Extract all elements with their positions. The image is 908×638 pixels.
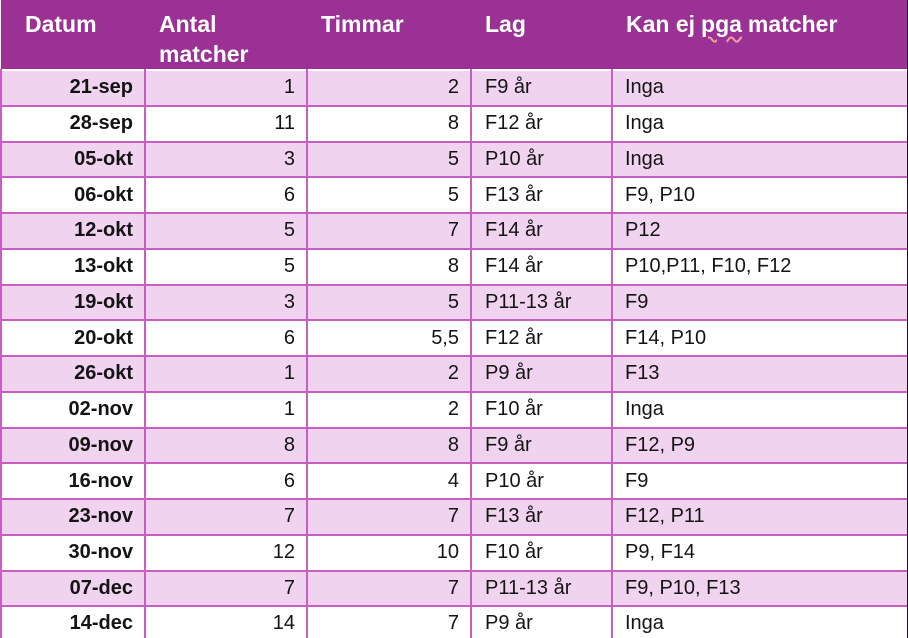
cell-timmar: 8 [307, 428, 471, 464]
cell-timmar: 5 [307, 177, 471, 213]
cell-lag: F13 år [471, 499, 612, 535]
cell-kan-ej-pga-matcher: Inga [612, 106, 908, 142]
cell-antal-matcher: 12 [145, 535, 307, 571]
cell-timmar: 5,5 [307, 320, 471, 356]
cell-kan-ej-pga-matcher: Inga [612, 70, 908, 106]
cell-antal-matcher: 1 [145, 392, 307, 428]
table-row [1, 428, 908, 464]
cell-datum: 05-okt [1, 142, 145, 178]
cell-kan-ej-pga-matcher: P12 [612, 213, 908, 249]
table-row [1, 177, 908, 213]
cell-antal-matcher: 1 [145, 356, 307, 392]
cell-lag: P10 år [471, 142, 612, 178]
table-row [1, 571, 908, 607]
header-row [1, 0, 908, 70]
column-header-lag-label: Lag [485, 11, 526, 37]
cell-lag: F10 år [471, 535, 612, 571]
cell-datum: 12-okt [1, 213, 145, 249]
cell-datum: 23-nov [1, 499, 145, 535]
column-header-kanej-before: Kan ej [626, 11, 696, 37]
table-row [1, 320, 908, 356]
cell-kan-ej-pga-matcher: F9 [612, 463, 908, 499]
cell-lag: F12 år [471, 320, 612, 356]
cell-datum: 30-nov [1, 535, 145, 571]
table-row [1, 463, 908, 499]
cell-datum: 07-dec [1, 571, 145, 607]
cell-lag: P9 år [471, 356, 612, 392]
cell-lag: F14 år [471, 249, 612, 285]
cell-antal-matcher: 8 [145, 428, 307, 464]
cell-kan-ej-pga-matcher: Inga [612, 392, 908, 428]
cell-lag: F9 år [471, 428, 612, 464]
cell-lag: F10 år [471, 392, 612, 428]
cell-antal-matcher: 3 [145, 285, 307, 321]
cell-kan-ej-pga-matcher: F9, P10, F13 [612, 571, 908, 607]
cell-antal-matcher: 6 [145, 320, 307, 356]
cell-timmar: 8 [307, 106, 471, 142]
cell-timmar: 8 [307, 249, 471, 285]
cell-datum: 19-okt [1, 285, 145, 321]
cell-timmar: 2 [307, 70, 471, 106]
table-row [1, 356, 908, 392]
cell-datum: 16-nov [1, 463, 145, 499]
cell-timmar: 10 [307, 535, 471, 571]
cell-antal-matcher: 3 [145, 142, 307, 178]
table-row [1, 606, 908, 638]
table-row [1, 213, 908, 249]
cell-lag: F12 år [471, 106, 612, 142]
cell-antal-matcher: 7 [145, 571, 307, 607]
cell-kan-ej-pga-matcher: Inga [612, 606, 908, 638]
cell-antal-matcher: 5 [145, 249, 307, 285]
table-row [1, 285, 908, 321]
table-row [1, 499, 908, 535]
cell-antal-matcher: 6 [145, 463, 307, 499]
table-row [1, 249, 908, 285]
cell-lag: F14 år [471, 213, 612, 249]
column-header-datum-label: Datum [25, 11, 97, 37]
column-header-antal-line2: matcher [159, 41, 249, 67]
cell-lag: P11-13 år [471, 285, 612, 321]
misspelled-word-pga: pga [701, 11, 742, 37]
cell-antal-matcher: 14 [145, 606, 307, 638]
table-row [1, 106, 908, 142]
table-row [1, 70, 908, 106]
cell-lag: F9 år [471, 70, 612, 106]
table-body [1, 70, 908, 638]
cell-lag: P10 år [471, 463, 612, 499]
cell-timmar: 4 [307, 463, 471, 499]
table-row [1, 392, 908, 428]
cell-kan-ej-pga-matcher: F13 [612, 356, 908, 392]
cell-kan-ej-pga-matcher: F9 [612, 285, 908, 321]
cell-kan-ej-pga-matcher: Inga [612, 142, 908, 178]
cell-kan-ej-pga-matcher: F12, P11 [612, 499, 908, 535]
cell-kan-ej-pga-matcher: P9, F14 [612, 535, 908, 571]
cell-kan-ej-pga-matcher: F14, P10 [612, 320, 908, 356]
table-row [1, 142, 908, 178]
table-row [1, 535, 908, 571]
cell-datum: 28-sep [1, 106, 145, 142]
column-header-timmar [307, 0, 471, 70]
cell-antal-matcher: 5 [145, 213, 307, 249]
column-header-kan-ej-pga-matcher [612, 0, 908, 70]
column-header-kanej-after: matcher [747, 11, 838, 37]
column-header-antal-line1: Antal [159, 11, 217, 37]
cell-timmar: 2 [307, 356, 471, 392]
cell-timmar: 7 [307, 571, 471, 607]
cell-timmar: 2 [307, 392, 471, 428]
cell-datum: 06-okt [1, 177, 145, 213]
cell-kan-ej-pga-matcher: F9, P10 [612, 177, 908, 213]
cell-lag: P9 år [471, 606, 612, 638]
cell-datum: 14-dec [1, 606, 145, 638]
cell-lag: P11-13 år [471, 571, 612, 607]
cell-kan-ej-pga-matcher: P10,P11, F10, F12 [612, 249, 908, 285]
cell-antal-matcher: 7 [145, 499, 307, 535]
cell-timmar: 7 [307, 606, 471, 638]
column-header-antal-matcher [145, 0, 307, 70]
cell-datum: 20-okt [1, 320, 145, 356]
cell-datum: 09-nov [1, 428, 145, 464]
cell-timmar: 5 [307, 142, 471, 178]
cell-datum: 02-nov [1, 392, 145, 428]
cell-datum: 26-okt [1, 356, 145, 392]
column-header-lag [471, 0, 612, 70]
cell-antal-matcher: 1 [145, 70, 307, 106]
column-header-timmar-label: Timmar [321, 11, 404, 37]
cell-antal-matcher: 6 [145, 177, 307, 213]
cell-lag: F13 år [471, 177, 612, 213]
cell-datum: 21-sep [1, 70, 145, 106]
table-header [1, 0, 908, 70]
cell-timmar: 5 [307, 285, 471, 321]
cell-datum: 13-okt [1, 249, 145, 285]
cell-antal-matcher: 11 [145, 106, 307, 142]
cell-timmar: 7 [307, 499, 471, 535]
column-header-datum [1, 0, 145, 70]
cell-kan-ej-pga-matcher: F12, P9 [612, 428, 908, 464]
cell-timmar: 7 [307, 213, 471, 249]
